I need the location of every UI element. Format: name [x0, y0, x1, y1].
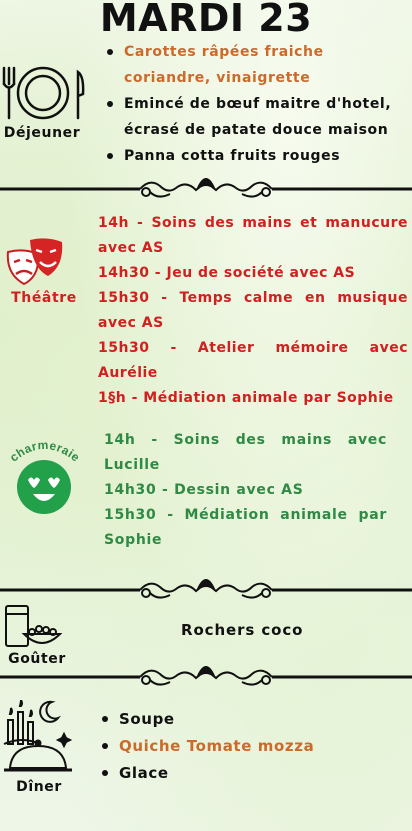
theatre-activity-3: 15h30 - Temps calme en musique avec AS — [98, 290, 408, 331]
diner-menu — [100, 706, 360, 787]
charmeraie-badge — [2, 436, 86, 520]
theatre-activity-2: 14h30 - Jeu de société avec AS — [98, 265, 356, 281]
gouter-label: Goûter — [8, 651, 66, 667]
dejeuner-item-3: Panna cotta fruits rouges — [105, 143, 405, 169]
dejeuner-menu — [105, 39, 405, 169]
plate-cutlery-icon — [0, 64, 86, 122]
dejeuner-item-1: Carottes râpées fraiche coriandre, vinaigrette — [105, 39, 405, 91]
diner-item-1: Soupe — [100, 706, 360, 733]
snack-bowl-icon — [2, 602, 64, 652]
ornamental-divider-icon — [0, 656, 412, 696]
theatre-activity-5: 1§h - Médiation animale par Sophie — [98, 390, 394, 406]
diner-item-3: Glace — [100, 760, 360, 787]
charmeraie-activities — [104, 428, 387, 553]
charmeraie-activity-1: 14h - Soins des mains avec Lucille — [104, 432, 387, 473]
charmeraie-activity-3: 15h30 - Médiation animale par Sophie — [104, 507, 387, 548]
theatre-activity-4: 15h30 - Atelier mémoire avec Aurélie — [98, 340, 408, 381]
diner-label: Dîner — [16, 779, 62, 795]
ornamental-divider-icon — [0, 168, 412, 208]
diner-item-2: Quiche Tomate mozza — [100, 733, 360, 760]
charmeraie-label: charmeraie — [7, 437, 83, 465]
theatre-activities — [98, 211, 408, 411]
theater-masks-icon — [4, 234, 64, 288]
candles-cloche-moon-icon — [2, 700, 76, 776]
charmeraie-activity-2: 14h30 - Dessin avec AS — [104, 482, 304, 498]
theatre-label: Théâtre — [11, 290, 77, 306]
dejeuner-label: Déjeuner — [3, 125, 81, 141]
page-title: MARDI 23 — [99, 0, 313, 40]
dejeuner-item-2: Emincé de bœuf maitre d'hotel, écrasé de patate douce maison — [105, 91, 405, 143]
heart-eyes-smiley-icon — [17, 460, 71, 514]
theatre-activity-1: 14h - Soins des mains et manucure avec AS — [98, 215, 408, 256]
gouter-item: Rochers coco — [181, 621, 304, 639]
